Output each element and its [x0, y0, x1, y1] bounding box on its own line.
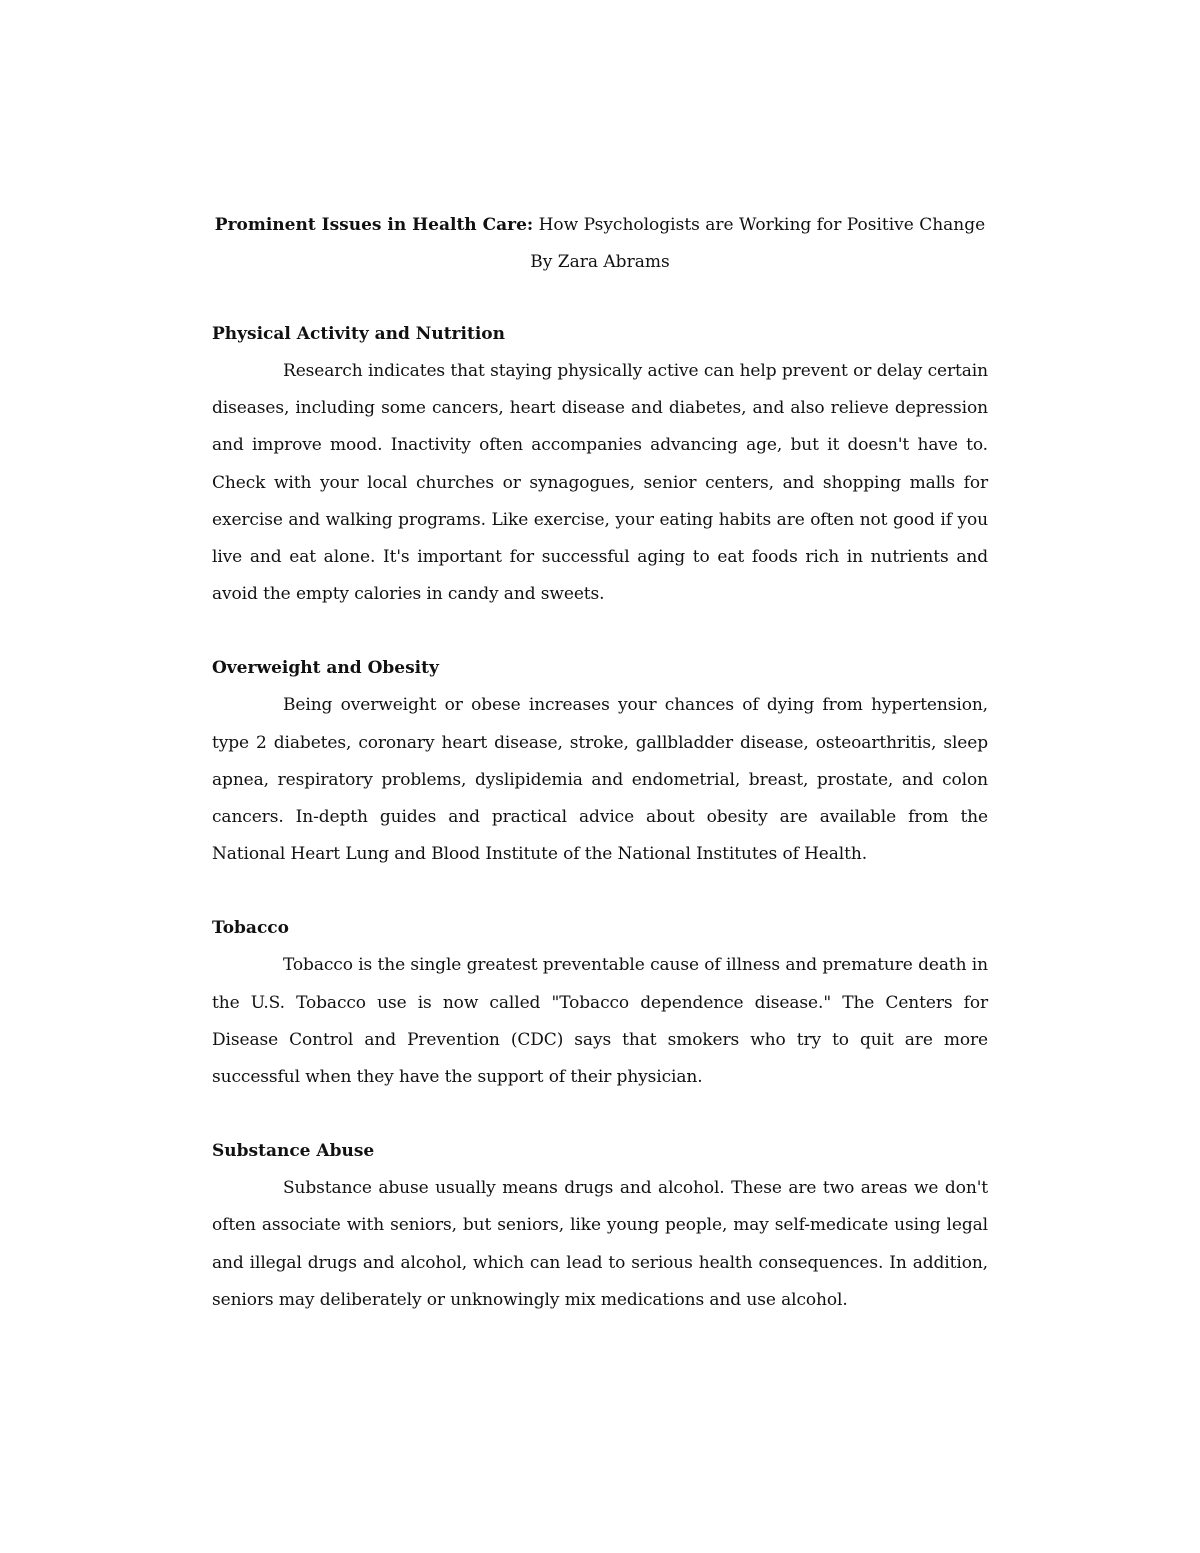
section-heading: Tobacco [212, 918, 289, 939]
title-subtitle-part: How Psychologists are Working for Positive Change [538, 215, 986, 235]
section-overweight-obesity [212, 650, 988, 873]
section-heading: Overweight and Obesity [212, 658, 439, 679]
section-substance-abuse [212, 1133, 988, 1319]
section-body: Substance abuse usually means drugs and alcohol. These are two areas we don't often associate with seniors, but seniors, like young people, may self-medicate using legal and illegal drugs and alcohol, which can lead to serious health consequences. In addition, seniors may deliberately or unknowingly mix medications and use alcohol. [212, 1178, 988, 1310]
section-tobacco [212, 910, 988, 1096]
section-body: Tobacco is the single greatest preventable cause of illness and premature death in the U.S. Tobacco use is now called "Tobacco dependence disease." The Centers for Disease Control and Prevention (CDC) says that smokers who try to quit are more successful when they have the support of their physician. [212, 955, 988, 1088]
section-physical-activity [212, 316, 988, 613]
section-heading: Substance Abuse [212, 1141, 375, 1162]
author-byline: By Zara Abrams [530, 252, 670, 272]
section-body: Research indicates that staying physically active can help prevent or delay certain diseases, including some cancers, heart disease and diabetes, and also relieve depression and improve mood. Inactivity often accompanies advancing age, but it doesn't have to. Check with your local churches or synagogues, senior centers, and shopping malls for exercise and walking programs. Like exercise, your eating habits are often not good if you live and eat alone. It's important for successful aging to eat foods rich in nutrients and avoid the empty calories in candy and sweets. [212, 361, 988, 605]
title-bold-part: Prominent Issues in Health Care: [214, 215, 534, 235]
section-heading: Physical Activity and Nutrition [212, 324, 505, 344]
document-page [212, 207, 988, 1356]
section-body: Being overweight or obese increases your chances of dying from hypertension, type 2 diabetes, coronary heart disease, stroke, gallbladder disease, osteoarthritis, sleep apnea, respiratory problems, dyslipidemia and endometrial, breast, prostate, and colon cancers. In-depth guides and practical advice about obesity are available from the National Heart Lung and Blood Institute of the National Institutes of Health. [212, 695, 988, 865]
document-title [212, 207, 988, 244]
